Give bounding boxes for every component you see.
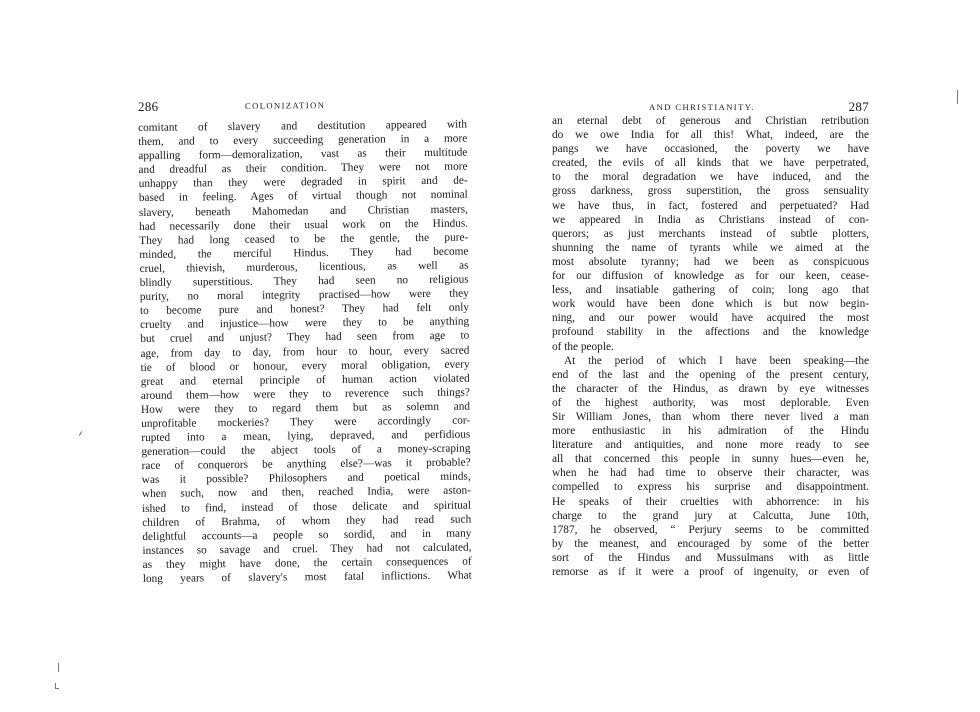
text-line: most absolute tyranny; had we been as conspicuous	[552, 255, 869, 268]
text-line: do we owe India for all this! What, indeed, are the	[552, 129, 869, 142]
left-page-header	[138, 95, 473, 115]
text-line: as they might have done, the certain consequences of	[142, 555, 472, 571]
text-line: remorse as if it were a proof of ingenuity, or even of	[552, 566, 869, 578]
text-line: ished to find, instead of those delicate and spiritual	[141, 499, 472, 515]
text-line: great and eternal principle of human action violated	[140, 372, 470, 388]
text-line: based in feeling. Ages of virtual though not nominal	[138, 189, 468, 205]
text-line: children of Brahma, of whom they had read such	[142, 513, 472, 529]
text-line: race of conquerors be anything else?—was it probable?	[141, 456, 471, 473]
right-page-body	[552, 114, 869, 579]
text-line: but cruel and unjust? They had seen from age to	[140, 329, 470, 346]
text-line: delightful accounts—a people so sordid, and in many	[142, 527, 472, 543]
text-line: At the period of which I have been speaking—the	[564, 354, 869, 367]
page-number-left: 286	[137, 98, 159, 114]
running-head-right: AND CHRISTIANITY.	[649, 102, 755, 112]
text-line: generation—could the abject tools of a money-scraping	[141, 442, 471, 459]
text-line: blindly superstitious. They had seen no religious	[139, 273, 469, 290]
text-line: around them—how were they to reverence such things?	[140, 386, 470, 402]
text-line: more enthusiastic in his admiration of the Hindu	[552, 425, 869, 438]
left-page-body	[138, 118, 472, 587]
text-line: age, from day to day, from hour to hour, every sacred	[140, 344, 470, 360]
scan-artifact-mark	[58, 663, 59, 672]
text-line: them, and to every succeeding generation in a more	[138, 132, 468, 149]
text-line: How were they to regard them but as solemn and	[140, 400, 471, 416]
text-line: created, the evils of all kinds that we have perpetrated,	[552, 157, 869, 170]
text-line: purity, no moral integrity practised—how were they	[139, 287, 469, 304]
text-line: and dreadful as their condition. They were not more	[138, 160, 468, 177]
text-line: shunning the name of tyrants while we aimed at the	[552, 241, 869, 254]
text-line: 1787, he observed, “ Perjury seems to be committed	[552, 523, 869, 536]
text-line: an eternal debt of generous and Christian retribution	[552, 115, 869, 127]
text-line: we have thus, in fact, fostered and perpetuated? Had	[552, 199, 869, 212]
text-line: to the moral degradation we have induced, and the	[552, 171, 869, 184]
right-page	[490, 0, 980, 712]
text-line: profound stability in the affections and the knowledge	[552, 326, 869, 339]
text-line: tie of blood or honour, every moral obligation, every	[140, 358, 470, 374]
right-page-header	[552, 99, 869, 115]
text-line: by the meanest, and encouraged by some of the better	[552, 537, 869, 550]
text-line: had necessarily done their usual work on the Hindus.	[139, 217, 469, 233]
text-line: unprofitable mockeries? They were accordingly cor-	[141, 414, 471, 430]
text-line: slavery, beneath Mahomedan and Christian masters,	[138, 203, 469, 219]
text-line: cruelty and injustice—how were they to be anything	[140, 315, 470, 332]
text-line: They had long ceased to be the gentle, the pure-	[139, 231, 469, 247]
scan-artifact-mark	[957, 90, 958, 104]
text-line: sort of the Hindus and Mussulmans with as little	[552, 551, 869, 564]
text-line: comitant of slavery and destitution appeared with	[138, 118, 468, 134]
page-number-right: 287	[848, 99, 869, 114]
running-head-left: COLONIZATION	[244, 100, 326, 111]
text-line: literature and antiquities, and none more ready to see	[552, 439, 869, 452]
scan-artifact-mark	[55, 683, 59, 689]
text-line: charge to the grand jury at Calcutta, June 10th,	[552, 509, 869, 522]
text-line: work would have been done which is but now begin-	[552, 298, 869, 311]
text-line: to become pure and honest? They had felt only	[139, 301, 470, 318]
text-line: pangs we have occasioned, the poverty we have	[552, 143, 869, 156]
text-line: we appeared in India as Christians instead of con-	[552, 213, 869, 226]
text-line: compelled to express his surprise and disappointment.	[552, 481, 869, 494]
text-line: of the people.	[552, 340, 614, 353]
text-line: of the highest authority, was most deplorable. Even	[552, 396, 869, 409]
text-line: He speaks of their cruelties with abhorrence: in his	[552, 495, 869, 508]
text-line: unhappy than they were degraded in spirit and de-	[138, 174, 468, 191]
text-line: for our diffusion of knowledge as for our keen, cease-	[552, 270, 869, 283]
text-line: all that concerned this people in sunny hues—even he,	[552, 453, 869, 466]
text-line: instances so savage and cruel. They had not calculated,	[142, 541, 472, 557]
text-line: gross darkness, gross superstition, the gross sensuality	[552, 185, 869, 198]
text-line: long years of slavery's most fatal inflictions. What	[142, 569, 472, 585]
text-line: when such, now and then, reached India, were aston-	[141, 484, 471, 501]
text-line: was it possible? Philosophers and poetical minds,	[141, 470, 471, 487]
text-line: querors; as just merchants instead of subtle plotters,	[552, 227, 869, 240]
text-line: Sir William Jones, than whom there never lived a man	[552, 410, 869, 423]
text-line: minded, the merciful Hindus. They had become	[139, 245, 469, 261]
text-line: ning, and our power would have acquired the most	[552, 312, 869, 325]
text-line: the character of the Hindus, as drawn by eye witnesses	[552, 382, 869, 395]
text-line: cruel, thievish, murderous, licentious, as well as	[139, 259, 469, 275]
text-line: rupted into a mean, lying, depraved, and perfidious	[141, 428, 471, 445]
text-line: when he had had time to observe their character, was	[552, 467, 869, 480]
text-line: appalling form—demoralization, vast as their multitude	[138, 146, 468, 163]
text-line: less, and insatiable gathering of coin; long ago that	[552, 284, 869, 297]
text-line: end of the last and the opening of the present century,	[552, 368, 869, 381]
